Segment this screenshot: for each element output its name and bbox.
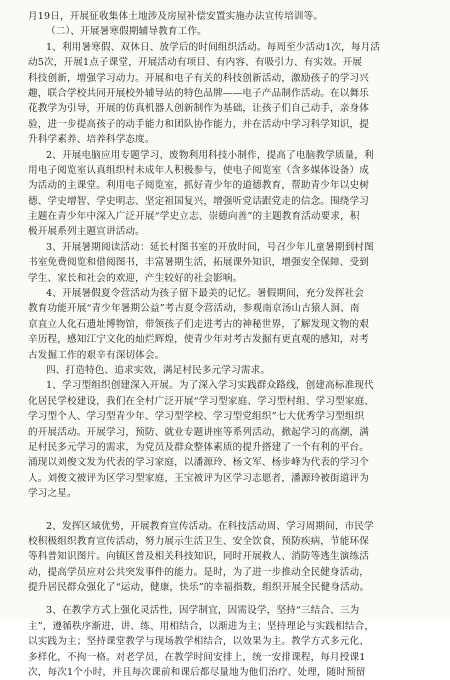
text-line: 3、在教学方式上强化灵活性，因学制宜，因需设学，坚持“三结合、三为	[28, 603, 406, 618]
section-heading: （二）、开展暑寒假期辅导教育工作。	[28, 24, 406, 39]
text-line: 动，提高学员应对公共突发事件的能力。是时，为了进一步推动全民健身活动，	[28, 565, 406, 580]
text-block-2	[28, 519, 406, 680]
text-line: 京直立人化石遗址博物馆，带领孩子们走进考古的神秘世界，了解发现文物的艰	[28, 317, 406, 332]
text-line: 1、利用暑寒假、双休日、放学后的时间组织活动。每周至少活动1次，每月活	[28, 40, 406, 55]
paragraph-gap	[28, 595, 406, 603]
text-line: 提升居民群众强化了“运动，健康，快乐”的幸福指数，组织开展全民健身活动。	[28, 580, 406, 595]
text-line: 化居民学校建设，我们在全村广泛开展“学习型家庭、学习型村组、学习型家庭、	[28, 394, 406, 409]
text-line: 德、学史增智、学史明志、坚定祖国复兴，增强听党话跟党走的信念。围绕学习	[28, 194, 406, 209]
text-line: 验，进一步提高孩子的动手能力和团队协作能力，并在活动中学习科学知识，提	[28, 117, 406, 132]
text-line: 主题在青少年中深入广泛开展“学史立志、崇德向善”的主题教育活动要求，积	[28, 209, 406, 224]
text-line: 3、开展暑期阅读活动：延长村图书室的开放时间，号召少年儿童暑期到村图	[28, 240, 406, 255]
text-line: 辛历程，感知江宁文化的灿烂辉煌，使青少年对考古发掘有更直观的感知，对考	[28, 332, 406, 347]
text-line: 学习型个人、学习型青少年、学习型学校、学习型党组织”七大优秀学习型组织	[28, 409, 406, 424]
text-line: 用电子阅览室认真组织村未成年人积极参与，使电子阅览室（含多媒体设备）成	[28, 163, 406, 178]
text-line: 书室免费阅览和借阅图书，丰富暑期生活，拓展课外知识，增强安全保障、受到	[28, 255, 406, 270]
text-line: 1、学习型组织创建深入开展。为了深入学习实践群众路线，创建高标准现代	[28, 378, 406, 393]
text-line: 涌现以刘俊文发为代表的学习家庭，以潘源玲、杨文军、杨步峰为代表的学习个	[28, 455, 406, 470]
text-line: 学习之星。	[28, 486, 406, 501]
text-line: 科技创新，增强学习动力。开展和电子有关的科技创新活动，激励孩子的学习兴	[28, 71, 406, 86]
text-line: 主”，遵循秩序渐进，讲、练、用相结合，以渐进为主；坚持理论与实践相结合，	[28, 619, 406, 634]
text-line: 月19日，开展征收集体土地涉及房屋补偿安置实施办法宣传培训等。	[28, 9, 406, 24]
text-line: 4、开展暑假夏令营活动为孩子留下最美的记忆。暑假期间，充分发挥社会	[28, 286, 406, 301]
text-line: 花教学为引导，开展的仿真机器人创新制作为基础，让孩子们自己动手，亲身体	[28, 101, 406, 116]
text-line: 次，每次1个小时，并且每次课前和课后都尽量地为他们治疗、处理，随时预留	[28, 665, 406, 680]
text-line: 人。刘俊文被评为区学习型家庭，王宝被评为区学习志愿者，潘源玲被街道评为	[28, 471, 406, 486]
text-line: 2、发挥区域优势，开展教育宣传活动。在科技活动周、学习周期间，市民学	[28, 519, 406, 534]
text-line: 的开展活动。开展学习，预防、就业专题讲座等系列活动，掀起学习的高潮，满	[28, 425, 406, 440]
text-line: 古发掘工作的艰辛有深切体会。	[28, 348, 406, 363]
text-line: 教育功能开展“青少年暑期公益”考古夏令营活动，参观南京汤山古猿人洞、南	[28, 301, 406, 316]
text-line: 极开展系列主题宣讲活动。	[28, 224, 406, 239]
text-line: 学生、家长和社会的欢迎，产生较好的社会影响。	[28, 271, 406, 286]
text-line: 动5次，开展1点子课堂，开展活动有项目、有内容、有吸引力、有实效。开展	[28, 55, 406, 70]
text-line: 多样化，不拘一格。对老学员，在教学时间安排上，统一安排课程，每月授课1	[28, 650, 406, 665]
text-line: 校积极组织教育宣传活动，努力展示生活卫生、安全饮食，预防疾病，节能环保	[28, 534, 406, 549]
text-line: 以实践为主；坚持课堂教学与现场教学相结合，以效果为主。教学方式多元化、	[28, 634, 406, 649]
text-line: 升科学素养、培养科学态度。	[28, 132, 406, 147]
paragraph-gap	[28, 502, 406, 519]
text-line: 足村民多元学习的需求，为党员及群众整体素质的提升搭建了一个有利的平台。	[28, 440, 406, 455]
text-line: 趣，联合学校共同开展校外辅导站的特色品牌——电子产品制作活动。在以舞乐	[28, 86, 406, 101]
text-line: 为活动的主课堂。利用电子阅览室，抓好青少年的道德教育，帮助青少年以史树	[28, 178, 406, 193]
text-block-1	[28, 9, 406, 502]
text-line: 2、开展电脑应用专题学习、废物利用科技小制作，提高了电脑教学质量，利	[28, 148, 406, 163]
section-heading: 四、打造特色、追求实效，满足村民多元学习需求。	[28, 363, 406, 378]
text-line: 等科普知识图片。向镇区普及相关科技知识，同时开展救人、消防等逃生演练活	[28, 549, 406, 564]
